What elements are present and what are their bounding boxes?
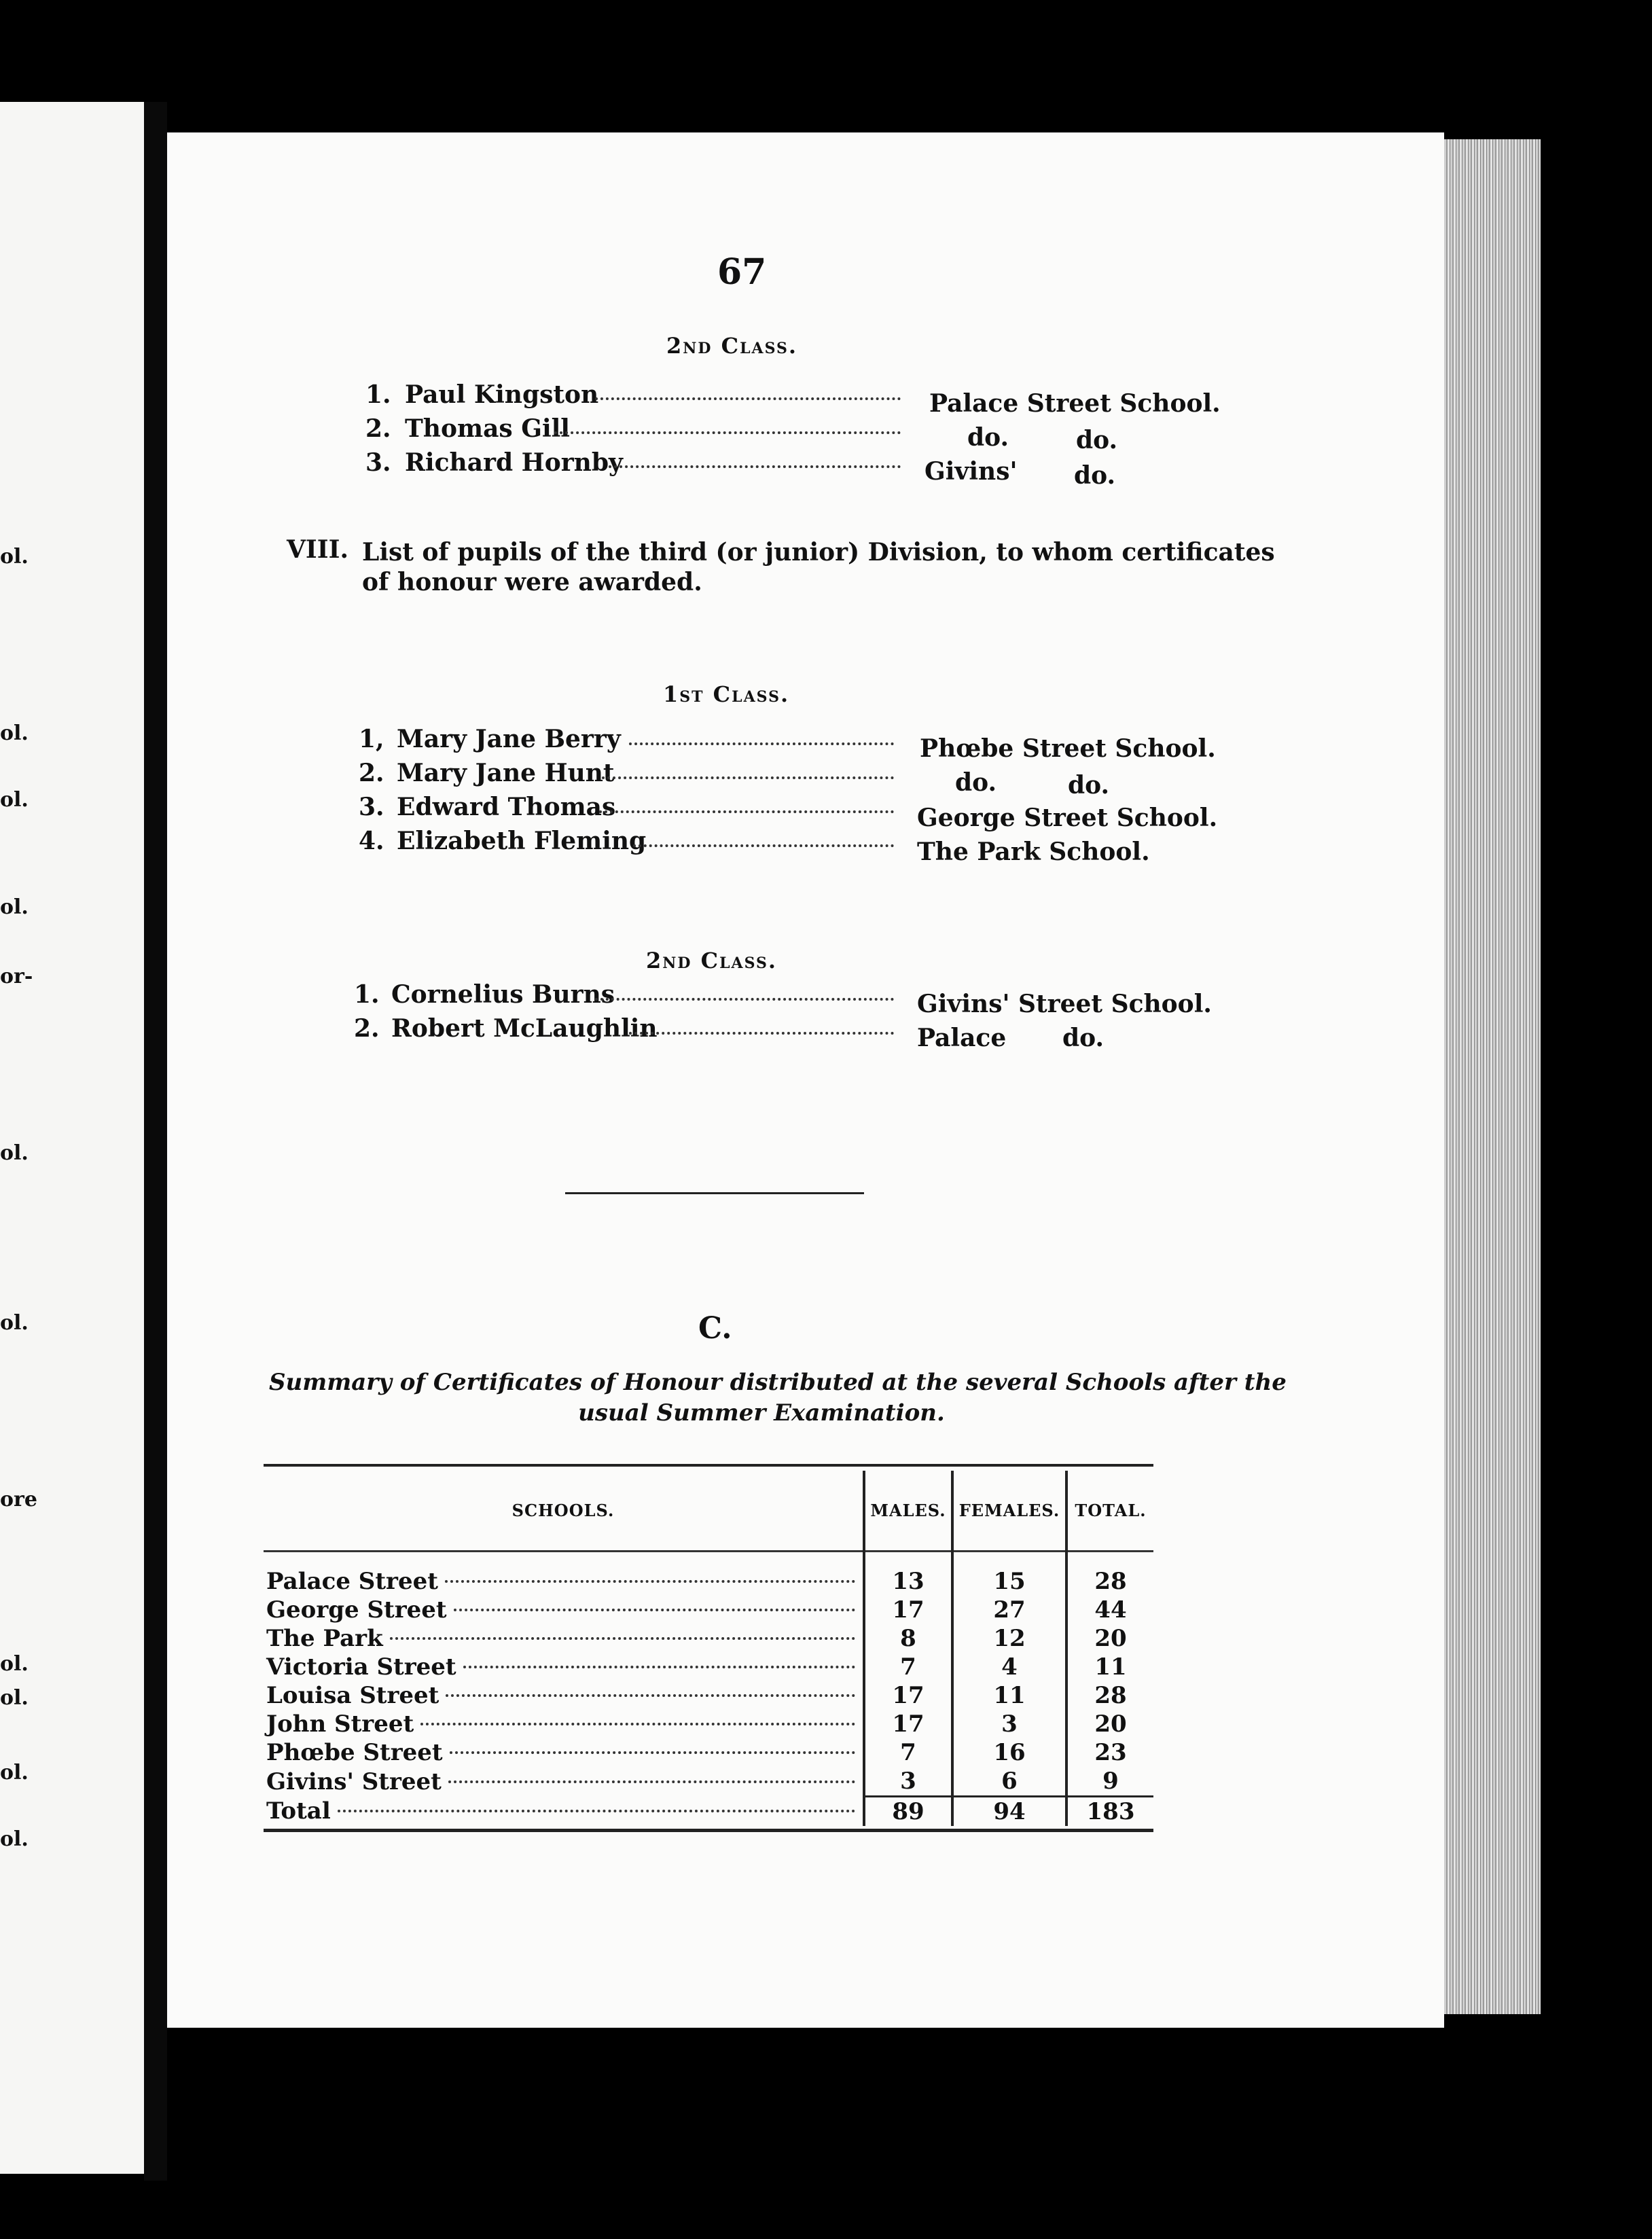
school-cell [264, 1653, 864, 1681]
left-page-fragment [0, 102, 144, 2174]
males-cell: 17 [864, 1596, 952, 1624]
pupil-school: do. [967, 423, 1009, 452]
dot-leader [595, 397, 901, 400]
pupil-name: Richard Hornby [405, 448, 623, 477]
school-cell [264, 1738, 864, 1767]
total-cell: 23 [1066, 1738, 1153, 1767]
school-cell [264, 1596, 864, 1624]
dot-leader [338, 1810, 855, 1812]
right-page [167, 132, 1444, 2028]
table-total-row [264, 1797, 1153, 1827]
females-cell: 11 [952, 1681, 1066, 1710]
book-gutter [144, 102, 167, 2181]
pupil-school: do. [955, 768, 997, 797]
pupil-number: 3. [365, 448, 391, 477]
header-males: MALES. [864, 1471, 952, 1551]
table-row [264, 1567, 1153, 1596]
table-row [264, 1738, 1153, 1767]
left-margin-fragment: ol. [0, 788, 29, 812]
header-schools: SCHOOLS. [264, 1471, 864, 1551]
males-cell: 17 [864, 1681, 952, 1710]
pupil-number: 1, [359, 725, 384, 753]
dot-leader [602, 776, 894, 779]
appendix-letter: C. [698, 1311, 732, 1346]
pupil-name: Cornelius Burns [391, 980, 615, 1009]
section-heading: 2nd Class. [666, 333, 798, 359]
table-body [264, 1567, 1153, 1826]
females-cell: 12 [952, 1624, 1066, 1653]
school-cell [264, 1567, 864, 1596]
school-cell [264, 1710, 864, 1738]
table-bottom-rule [264, 1829, 1153, 1832]
dot-leader [445, 1580, 855, 1583]
section-text-line: of honour were awarded. [362, 568, 702, 596]
dot-leader [629, 742, 894, 745]
ditto-mark: do. [1068, 771, 1110, 800]
pupil-number: 3. [359, 793, 384, 821]
pupil-school: Palace [917, 1024, 1007, 1052]
pupil-name: Mary Jane Berry [397, 725, 621, 753]
dot-leader [599, 810, 894, 813]
school-name: Louisa Street [266, 1682, 439, 1709]
section-heading: 1st Class. [663, 681, 790, 707]
males-cell: 3 [864, 1767, 952, 1797]
males-cell: 8 [864, 1624, 952, 1653]
total-cell: 11 [1066, 1653, 1153, 1681]
females-cell: 3 [952, 1710, 1066, 1738]
total-cell: 28 [1066, 1567, 1153, 1596]
pupil-name: Robert McLaughlin [391, 1014, 658, 1043]
males-cell: 7 [864, 1653, 952, 1681]
females-cell: 94 [952, 1797, 1066, 1827]
section-numeral: VIII. [287, 535, 348, 564]
school-name: The Park [266, 1625, 383, 1652]
total-cell: 44 [1066, 1596, 1153, 1624]
pupil-school: Givins' [924, 457, 1018, 486]
left-margin-fragment: ol. [0, 1141, 29, 1165]
pupil-name: Mary Jane Hunt [397, 759, 615, 787]
pupil-number: 2. [359, 759, 384, 787]
pupil-number: 2. [354, 1014, 380, 1043]
table-top-rule [264, 1464, 1153, 1467]
dot-leader [609, 465, 901, 468]
left-margin-fragment: ol. [0, 545, 29, 569]
ditto-mark: do. [1062, 1024, 1105, 1052]
table-row [264, 1767, 1153, 1797]
pupil-name: Edward Thomas [397, 793, 616, 821]
left-margin-fragment: ol. [0, 895, 29, 919]
school-cell [264, 1797, 864, 1827]
school-name: Victoria Street [266, 1653, 456, 1681]
section-heading: 2nd Class. [646, 948, 778, 973]
summary-table [264, 1464, 1153, 1832]
left-margin-fragment: ore [0, 1488, 37, 1511]
table-row [264, 1596, 1153, 1624]
males-cell: 7 [864, 1738, 952, 1767]
header-total: TOTAL. [1066, 1471, 1153, 1551]
total-cell: 20 [1066, 1624, 1153, 1653]
total-cell: 28 [1066, 1681, 1153, 1710]
pupil-number: 2. [365, 414, 391, 443]
males-cell: 89 [864, 1797, 952, 1827]
pupil-school: The Park School. [917, 838, 1150, 866]
left-margin-fragment: ol. [0, 1827, 29, 1851]
dot-leader [454, 1609, 855, 1611]
school-cell [264, 1767, 864, 1797]
table-row [264, 1710, 1153, 1738]
school-cell [264, 1624, 864, 1653]
dot-leader [629, 1032, 894, 1035]
dot-leader [446, 1694, 855, 1697]
table-caption: usual Summer Examination. [578, 1399, 945, 1427]
dot-leader [450, 1751, 855, 1754]
left-margin-fragment: ol. [0, 721, 29, 745]
school-name: George Street [266, 1596, 447, 1624]
school-name: Givins' Street [266, 1768, 442, 1795]
females-cell: 15 [952, 1567, 1066, 1596]
females-cell: 27 [952, 1596, 1066, 1624]
pupil-name: Paul Kingston [405, 380, 599, 409]
section-text-line: List of pupils of the third (or junior) Division, to whom certificates [362, 538, 1275, 567]
dot-leader [390, 1637, 855, 1640]
females-cell: 16 [952, 1738, 1066, 1767]
pupil-school: Phœbe Street School. [920, 734, 1216, 763]
pupil-name: Elizabeth Fleming [397, 827, 647, 855]
header-females: FEMALES. [952, 1471, 1066, 1551]
total-cell: 9 [1066, 1767, 1153, 1797]
dot-leader [554, 431, 901, 434]
pupil-name: Thomas Gill [405, 414, 570, 443]
school-name: Palace Street [266, 1568, 438, 1595]
school-cell [264, 1681, 864, 1710]
left-margin-fragment: ol. [0, 1686, 29, 1710]
left-margin-fragment: or- [0, 965, 33, 988]
school-name: Total [266, 1797, 331, 1825]
left-margin-fragment: ol. [0, 1652, 29, 1676]
table-row [264, 1624, 1153, 1653]
females-cell: 6 [952, 1767, 1066, 1797]
horizontal-rule [565, 1192, 864, 1194]
dot-leader [420, 1723, 855, 1725]
males-cell: 17 [864, 1710, 952, 1738]
left-margin-fragment: ol. [0, 1761, 29, 1785]
table-row [264, 1653, 1153, 1681]
females-cell: 4 [952, 1653, 1066, 1681]
dot-leader [595, 998, 894, 1001]
total-cell: 20 [1066, 1710, 1153, 1738]
pupil-number: 4. [359, 827, 384, 855]
pupil-school: George Street School. [917, 804, 1218, 832]
school-name: John Street [266, 1710, 414, 1738]
pupil-school: Palace Street School. [929, 389, 1221, 418]
pupil-number: 1. [365, 380, 391, 409]
dot-leader [463, 1666, 855, 1668]
left-margin-fragment: ol. [0, 1311, 29, 1335]
pupil-number: 1. [354, 980, 380, 1009]
dot-leader [448, 1780, 855, 1783]
table-row [264, 1681, 1153, 1710]
table-caption: Summary of Certificates of Honour distributed at the several Schools after the [269, 1369, 1287, 1396]
dot-leader [633, 844, 894, 847]
ditto-mark: do. [1074, 461, 1116, 490]
ditto-mark: do. [1076, 426, 1118, 454]
page-number: 67 [717, 251, 767, 293]
pupil-school: Givins' Street School. [917, 990, 1212, 1018]
males-cell: 13 [864, 1567, 952, 1596]
total-cell: 183 [1066, 1797, 1153, 1827]
school-name: Phœbe Street [266, 1739, 443, 1766]
